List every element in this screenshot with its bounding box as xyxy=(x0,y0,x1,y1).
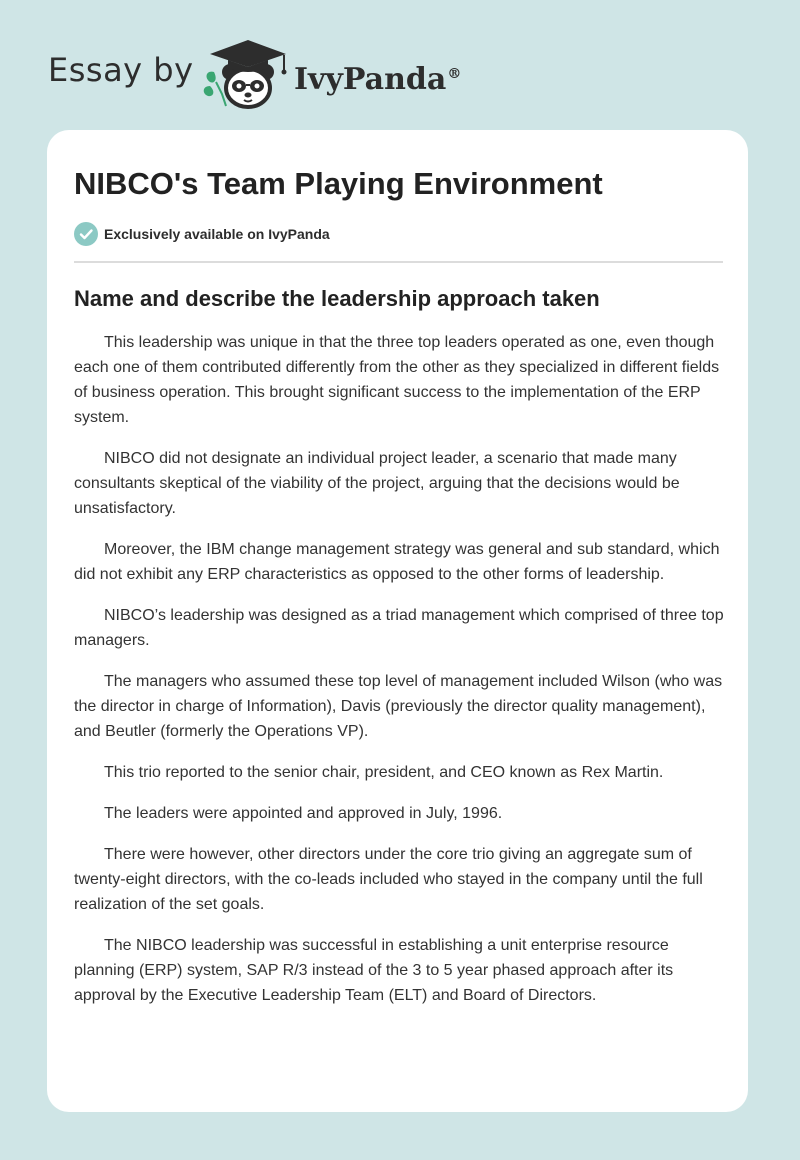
essay-by-label: Essay by xyxy=(48,51,194,89)
page-title: NIBCO's Team Playing Environment xyxy=(74,166,603,201)
exclusive-badge-label: Exclusively available on IvyPanda xyxy=(104,226,330,242)
panda-graduation-cap-icon[interactable] xyxy=(200,34,292,110)
brand-name: IvyPanda xyxy=(294,62,447,97)
paragraph-8: There were however, other directors under the core trio giving an aggregate sum of twenty-eight directors, with the co-leads included who stayed in the company until the full realization of the set goals. xyxy=(74,846,703,913)
title-divider xyxy=(74,261,723,263)
paragraph-5: The managers who assumed these top level of management included Wilson (who was the director in charge of Information), Davis (previously the director quality management), and Beutler (formerly the Operations VP). xyxy=(74,673,723,740)
exclusive-badge xyxy=(74,222,330,246)
paragraph-2: NIBCO did not designate an individual project leader, a scenario that made many consultants skeptical of the viability of the project, arguing that the decisions would be unsatisfactory. xyxy=(74,450,680,517)
section-heading: Name and describe the leadership approach taken xyxy=(74,286,600,311)
article-card xyxy=(47,130,748,1112)
trademark-symbol: ® xyxy=(447,66,462,82)
article-body xyxy=(74,284,724,1024)
site-header xyxy=(0,0,800,130)
paragraph-3: Moreover, the IBM change management strategy was general and sub standard, which did not exhibit any ERP characteristics as opposed to the other forms of leadership. xyxy=(74,541,720,583)
paragraph-7: The leaders were appointed and approved in July, 1996. xyxy=(104,805,503,822)
paragraph-4: NIBCO’s leadership was designed as a triad management which comprised of three top managers. xyxy=(74,607,724,649)
check-circle-icon xyxy=(74,222,98,246)
paragraph-6: This trio reported to the senior chair, president, and CEO known as Rex Martin. xyxy=(104,764,664,781)
paragraph-1: This leadership was unique in that the three top leaders operated as one, even though each one of them contributed differently from the other as they specialized in different fields of business operation. This brought significant success to the implementation of the ERP system. xyxy=(74,334,720,426)
paragraph-9: The NIBCO leadership was successful in establishing a unit enterprise resource planning (ERP) system, SAP R/3 instead of the 3 to 5 year phased approach after its approval by the Executive Leadership Team (ELT) and Board of Directors. xyxy=(74,937,674,1004)
brand-logo-text[interactable] xyxy=(294,54,461,100)
